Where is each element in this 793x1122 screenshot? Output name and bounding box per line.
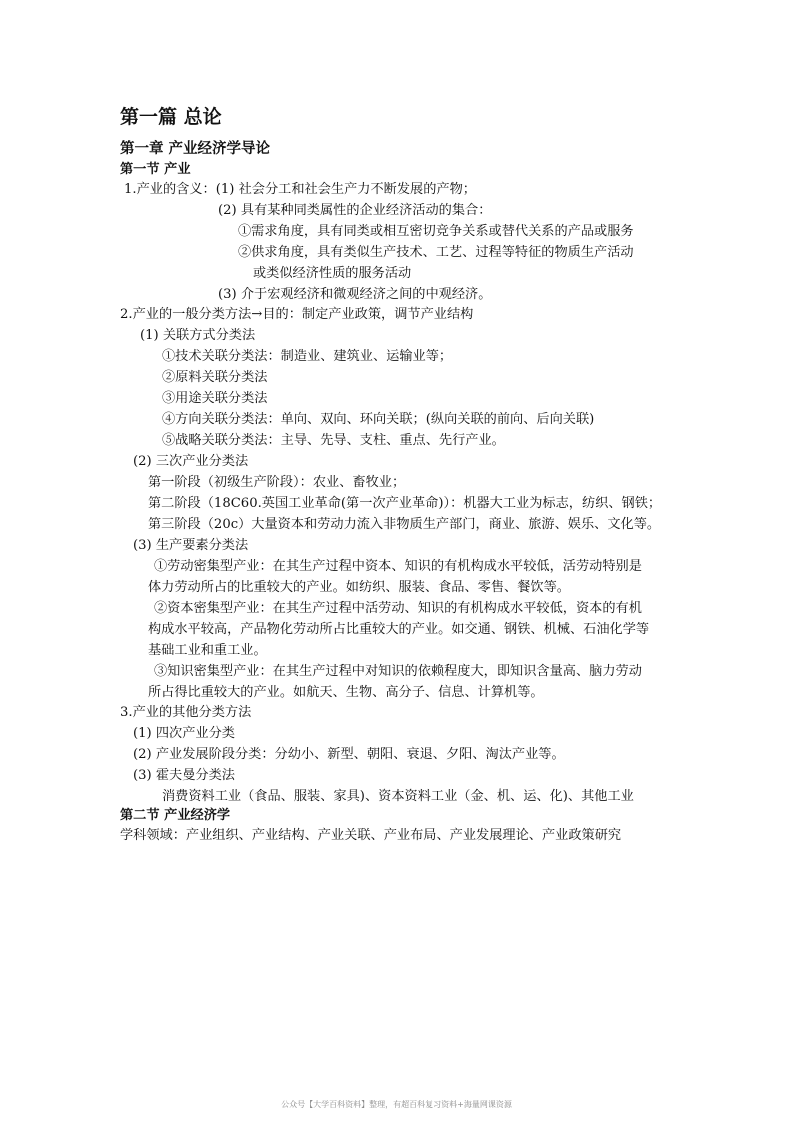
text-line: 2.产业的一般分类方法→目的：制定产业政策，调节产业结构 [120, 307, 474, 322]
text-line: (3) 霍夫曼分类法 [133, 768, 235, 783]
text-line: (2) 具有某种同类属性的企业经济活动的集合： [218, 203, 492, 218]
text-line: ②资本密集型产业：在其生产过程中活劳动、知识的有机构成水平较低，资本的有机 [154, 601, 642, 616]
text-line: 第三阶段（20c）大量资本和劳动力流入非物质生产部门，商业、旅游、娱乐、文化等。 [148, 517, 661, 532]
text-line: ②供求角度，具有类似生产技术、工艺、过程等特征的物质生产活动 [238, 245, 634, 260]
text-line: (1) 关联方式分类法 [140, 328, 256, 343]
text-line: 所占得比重较大的产业。如航天、生物、高分子、信息、计算机等。 [148, 685, 544, 700]
text-line: 基础工业和重工业。 [148, 643, 267, 658]
text-line: ①劳动密集型产业：在其生产过程中资本、知识的有机构成水平较低，活劳动特别是 [154, 559, 642, 574]
section-2-title: 第二节 产业经济学 [120, 808, 231, 823]
section-1-title: 第一节 产业 [120, 162, 191, 177]
text-line: 消费资料工业（食品、服装、家具)、资本资料工业（金、机、运、化)、其他工业 [162, 789, 634, 804]
text-line: 3.产业的其他分类方法 [120, 705, 252, 720]
text-line: ③用途关联分类法 [162, 391, 268, 406]
text-line: ④方向关联分类法：单向、双向、环向关联；(纵向关联的前向、后向关联) [162, 412, 595, 427]
text-line: (2) 三次产业分类法 [133, 454, 249, 469]
text-line: ②原料关联分类法 [162, 370, 268, 385]
text-line: ①需求角度，具有同类或相互密切竞争关系或替代关系的产品或服务 [238, 224, 634, 239]
text-line: 第一阶段（初级生产阶段）：农业、畜牧业； [148, 475, 406, 490]
text-line: (3) 生产要素分类法 [133, 538, 249, 553]
text-line: (1) 四次产业分类 [133, 726, 235, 741]
text-line: 第二阶段（18C60.英国工业革命(第一次产业革命)）：机器大工业为标志，纺织、钢铁； [148, 496, 662, 511]
text-line: (2) 产业发展阶段分类：分幼小、新型、朝阳、衰退、夕阳、淘汰产业等。 [133, 747, 565, 762]
page-footer: 公众号【大学百科资料】整理，有超百科复习资料+海量网课资源 [281, 1100, 512, 1109]
text-line: ③知识密集型产业：在其生产过程中对知识的依赖程度大，即知识含量高、脑力劳动 [154, 664, 642, 679]
text-line: 体力劳动所占的比重较大的产业。如纺织、服装、食品、零售、餐饮等。 [148, 580, 570, 595]
text-line: 学科领域：产业组织、产业结构、产业关联、产业布局、产业发展理论、产业政策研究 [120, 828, 622, 843]
text-line: 或类似经济性质的服务活动 [253, 266, 412, 281]
text-line: 1.产业的含义：(1) 社会分工和社会生产力不断发展的产物； [124, 182, 476, 197]
text-line: 构成水平较高，产品物化劳动所占比重较大的产业。如交通、钢铁、机械、石油化学等 [148, 622, 650, 637]
chapter-title: 第一章 产业经济学导论 [120, 141, 271, 157]
text-line: ⑤战略关联分类法：主导、先导、支柱、重点、先行产业。 [162, 433, 505, 448]
text-line: (3) 介于宏观经济和微观经济之间的中观经济。 [218, 287, 492, 302]
text-line: ①技术关联分类法：制造业、建筑业、运输业等； [162, 349, 453, 364]
part-title: 第一篇 总论 [120, 106, 222, 128]
